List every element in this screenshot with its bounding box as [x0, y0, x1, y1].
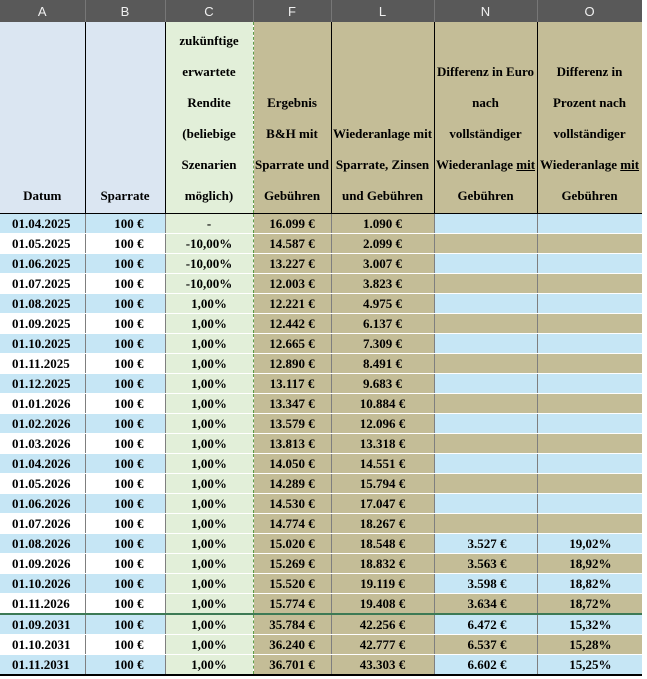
- cell-ergebnis[interactable]: 13.579 €: [253, 414, 331, 434]
- cell-sparrate[interactable]: 100 €: [85, 554, 165, 574]
- cell-wiederanlage[interactable]: 14.551 €: [331, 454, 434, 474]
- header-diff-euro[interactable]: [434, 22, 537, 214]
- table-row: [0, 494, 642, 514]
- cell-diff-pct[interactable]: [537, 514, 642, 534]
- cell-diff-pct[interactable]: 18,72%: [537, 594, 642, 615]
- cell-ergebnis[interactable]: 14.050 €: [253, 454, 331, 474]
- header-sparrate-label: Sparrate: [100, 188, 150, 203]
- cell-diff-euro[interactable]: [434, 494, 537, 514]
- header-diff-euro-suffix: Gebühren: [457, 188, 514, 203]
- cell-rendite[interactable]: 1,00%: [165, 635, 253, 655]
- cell-datum[interactable]: 01.04.2025: [0, 214, 85, 234]
- cell-rendite[interactable]: 1,00%: [165, 614, 253, 635]
- cell-datum[interactable]: 01.05.2026: [0, 474, 85, 494]
- cell-wiederanlage[interactable]: 8.491 €: [331, 354, 434, 374]
- header-diff-pct-label: [538, 56, 642, 213]
- column-header-n[interactable]: N: [434, 0, 537, 22]
- cell-diff-euro[interactable]: [434, 394, 537, 414]
- column-header-a[interactable]: A: [0, 0, 85, 22]
- cell-rendite[interactable]: -10,00%: [165, 234, 253, 254]
- cell-sparrate[interactable]: 100 €: [85, 574, 165, 594]
- table-row: [0, 614, 642, 635]
- cell-sparrate[interactable]: 100 €: [85, 314, 165, 334]
- cell-diff-pct[interactable]: [537, 494, 642, 514]
- cell-ergebnis[interactable]: 12.890 €: [253, 354, 331, 374]
- cell-diff-pct[interactable]: 18,82%: [537, 574, 642, 594]
- cell-diff-euro[interactable]: [434, 454, 537, 474]
- cell-diff-pct[interactable]: 18,92%: [537, 554, 642, 574]
- cell-sparrate[interactable]: 100 €: [85, 594, 165, 615]
- cell-ergebnis[interactable]: 36.701 €: [253, 655, 331, 676]
- header-diff-euro-text: Differenz in Euro nach vollständiger Wiederanlage: [435, 64, 534, 172]
- cell-diff-pct[interactable]: [537, 354, 642, 374]
- cell-diff-euro[interactable]: [434, 514, 537, 534]
- cell-wiederanlage[interactable]: 13.318 €: [331, 434, 434, 454]
- cell-diff-pct[interactable]: 15,28%: [537, 635, 642, 655]
- cell-wiederanlage[interactable]: 19.119 €: [331, 574, 434, 594]
- cell-ergebnis[interactable]: 35.784 €: [253, 614, 331, 635]
- table-row: [0, 414, 642, 434]
- cell-datum[interactable]: 01.07.2026: [0, 514, 85, 534]
- cell-diff-pct[interactable]: [537, 274, 642, 294]
- column-header-c[interactable]: C: [165, 0, 253, 22]
- cell-wiederanlage[interactable]: 18.832 €: [331, 554, 434, 574]
- cell-diff-euro[interactable]: 6.537 €: [434, 635, 537, 655]
- cell-sparrate[interactable]: 100 €: [85, 234, 165, 254]
- cell-diff-pct[interactable]: [537, 414, 642, 434]
- cell-wiederanlage[interactable]: 4.975 €: [331, 294, 434, 314]
- cell-diff-euro[interactable]: [434, 294, 537, 314]
- header-diff-pct[interactable]: [537, 22, 642, 214]
- header-ergebnis[interactable]: [253, 22, 331, 214]
- cell-rendite[interactable]: 1,00%: [165, 414, 253, 434]
- cell-rendite[interactable]: 1,00%: [165, 494, 253, 514]
- cell-rendite[interactable]: 1,00%: [165, 294, 253, 314]
- cell-ergebnis[interactable]: 13.117 €: [253, 374, 331, 394]
- table-row: [0, 514, 642, 534]
- cell-datum[interactable]: 01.12.2025: [0, 374, 85, 394]
- cell-sparrate[interactable]: 100 €: [85, 294, 165, 314]
- cell-wiederanlage[interactable]: 10.884 €: [331, 394, 434, 414]
- cell-rendite[interactable]: 1,00%: [165, 474, 253, 494]
- cell-wiederanlage[interactable]: 42.777 €: [331, 635, 434, 655]
- table-row: [0, 254, 642, 274]
- cell-diff-euro[interactable]: 3.563 €: [434, 554, 537, 574]
- sheet-edge: [642, 0, 647, 679]
- header-diff-pct-mit: mit: [620, 157, 640, 172]
- table-row: [0, 434, 642, 454]
- table-row: [0, 474, 642, 494]
- cell-sparrate[interactable]: 100 €: [85, 474, 165, 494]
- cell-wiederanlage[interactable]: 17.047 €: [331, 494, 434, 514]
- cell-ergebnis[interactable]: 16.099 €: [253, 214, 331, 234]
- cell-wiederanlage[interactable]: 9.683 €: [331, 374, 434, 394]
- cell-diff-euro[interactable]: 3.598 €: [434, 574, 537, 594]
- table-row: [0, 214, 642, 234]
- cell-sparrate[interactable]: 100 €: [85, 334, 165, 354]
- cell-ergebnis[interactable]: 14.289 €: [253, 474, 331, 494]
- cell-sparrate[interactable]: 100 €: [85, 214, 165, 234]
- table-row: [0, 314, 642, 334]
- cell-diff-pct[interactable]: [537, 474, 642, 494]
- cell-datum[interactable]: 01.11.2031: [0, 655, 85, 676]
- cell-rendite[interactable]: 1,00%: [165, 374, 253, 394]
- column-header-row: [0, 0, 642, 22]
- cell-datum[interactable]: 01.06.2025: [0, 254, 85, 274]
- cell-rendite[interactable]: 1,00%: [165, 434, 253, 454]
- cell-diff-pct[interactable]: [537, 294, 642, 314]
- cell-sparrate[interactable]: 100 €: [85, 614, 165, 635]
- cell-sparrate[interactable]: 100 €: [85, 274, 165, 294]
- cell-diff-euro[interactable]: [434, 414, 537, 434]
- cell-diff-euro[interactable]: 6.472 €: [434, 614, 537, 635]
- cell-diff-pct[interactable]: 15,32%: [537, 614, 642, 635]
- cell-ergebnis[interactable]: 13.347 €: [253, 394, 331, 414]
- cell-diff-euro[interactable]: [434, 334, 537, 354]
- table-row: [0, 394, 642, 414]
- cell-diff-euro[interactable]: 3.634 €: [434, 594, 537, 615]
- header-ergebnis-label: Ergebnis B&H mit Sparrate und Gebühren: [254, 95, 330, 203]
- cell-rendite[interactable]: -: [165, 214, 253, 234]
- cell-diff-euro[interactable]: [434, 354, 537, 374]
- cell-diff-euro[interactable]: [434, 274, 537, 294]
- cell-sparrate[interactable]: 100 €: [85, 494, 165, 514]
- table-row: [0, 554, 642, 574]
- table-row: [0, 635, 642, 655]
- cell-wiederanlage[interactable]: 1.090 €: [331, 214, 434, 234]
- header-diff-pct-suffix: Gebühren: [561, 188, 618, 203]
- header-wiederanlage[interactable]: [331, 22, 434, 214]
- cell-ergebnis[interactable]: 13.227 €: [253, 254, 331, 274]
- cell-sparrate[interactable]: 100 €: [85, 454, 165, 474]
- cell-diff-pct[interactable]: [537, 434, 642, 454]
- cell-ergebnis[interactable]: 12.221 €: [253, 294, 331, 314]
- cell-rendite[interactable]: 1,00%: [165, 655, 253, 676]
- cell-ergebnis[interactable]: 12.665 €: [253, 334, 331, 354]
- table-row: [0, 454, 642, 474]
- cell-diff-pct[interactable]: [537, 254, 642, 274]
- cell-datum[interactable]: 01.11.2025: [0, 354, 85, 374]
- cell-wiederanlage[interactable]: 12.096 €: [331, 414, 434, 434]
- cell-ergebnis[interactable]: 15.774 €: [253, 594, 331, 615]
- cell-datum[interactable]: 01.10.2025: [0, 334, 85, 354]
- table-row: [0, 574, 642, 594]
- cell-sparrate[interactable]: 100 €: [85, 254, 165, 274]
- column-header-o[interactable]: O: [537, 0, 642, 22]
- cell-diff-pct[interactable]: 19,02%: [537, 534, 642, 554]
- cell-datum[interactable]: 01.09.2025: [0, 314, 85, 334]
- table-row: [0, 294, 642, 314]
- cell-rendite[interactable]: 1,00%: [165, 534, 253, 554]
- cell-sparrate[interactable]: 100 €: [85, 354, 165, 374]
- cell-diff-pct[interactable]: [537, 214, 642, 234]
- cell-ergebnis[interactable]: 12.442 €: [253, 314, 331, 334]
- cell-rendite[interactable]: 1,00%: [165, 394, 253, 414]
- cell-ergebnis[interactable]: 15.520 €: [253, 574, 331, 594]
- cell-wiederanlage[interactable]: 42.256 €: [331, 614, 434, 635]
- cell-diff-pct[interactable]: [537, 334, 642, 354]
- column-header-l[interactable]: L: [331, 0, 434, 22]
- column-header-f[interactable]: F: [253, 0, 331, 22]
- column-header-b[interactable]: B: [85, 0, 165, 22]
- cell-wiederanlage[interactable]: 2.099 €: [331, 234, 434, 254]
- cell-datum[interactable]: 01.10.2026: [0, 574, 85, 594]
- cell-datum[interactable]: 01.10.2031: [0, 635, 85, 655]
- header-wiederanlage-label: Wiederanlage mit Sparrate, Zinsen und Gebühren: [332, 126, 433, 203]
- cell-wiederanlage[interactable]: 6.137 €: [331, 314, 434, 334]
- cell-datum[interactable]: 01.04.2026: [0, 454, 85, 474]
- table-row: [0, 534, 642, 554]
- cell-rendite[interactable]: 1,00%: [165, 454, 253, 474]
- cell-sparrate[interactable]: 100 €: [85, 414, 165, 434]
- cell-sparrate[interactable]: 100 €: [85, 514, 165, 534]
- cell-diff-euro[interactable]: [434, 254, 537, 274]
- cell-diff-pct[interactable]: [537, 374, 642, 394]
- cell-diff-euro[interactable]: [434, 234, 537, 254]
- cell-ergebnis[interactable]: 36.240 €: [253, 635, 331, 655]
- cell-sparrate[interactable]: 100 €: [85, 394, 165, 414]
- cell-wiederanlage[interactable]: 7.309 €: [331, 334, 434, 354]
- table-row: [0, 354, 642, 374]
- header-diff-euro-label: [435, 56, 537, 213]
- cell-diff-euro[interactable]: 6.602 €: [434, 655, 537, 676]
- cell-wiederanlage[interactable]: 43.303 €: [331, 655, 434, 676]
- cell-sparrate[interactable]: 100 €: [85, 635, 165, 655]
- cell-diff-pct[interactable]: [537, 394, 642, 414]
- cell-ergebnis[interactable]: 13.813 €: [253, 434, 331, 454]
- cell-wiederanlage[interactable]: 18.548 €: [331, 534, 434, 554]
- header-rendite-label: zukünftige erwartete Rendite (beliebige Szenarien möglich): [179, 33, 239, 203]
- cell-sparrate[interactable]: 100 €: [85, 655, 165, 676]
- cell-rendite[interactable]: 1,00%: [165, 574, 253, 594]
- cell-diff-euro[interactable]: [434, 434, 537, 454]
- cell-sparrate[interactable]: 100 €: [85, 534, 165, 554]
- cell-ergebnis[interactable]: 14.587 €: [253, 234, 331, 254]
- cell-rendite[interactable]: 1,00%: [165, 314, 253, 334]
- cell-datum[interactable]: 01.08.2026: [0, 534, 85, 554]
- header-datum-label: Datum: [23, 188, 62, 203]
- cell-diff-pct[interactable]: [537, 454, 642, 474]
- cell-ergebnis[interactable]: 14.774 €: [253, 514, 331, 534]
- cell-wiederanlage[interactable]: 18.267 €: [331, 514, 434, 534]
- cell-diff-euro[interactable]: [434, 314, 537, 334]
- table-header-row: [0, 22, 642, 214]
- table-row: [0, 234, 642, 254]
- cell-wiederanlage[interactable]: 19.408 €: [331, 594, 434, 615]
- cell-datum[interactable]: 01.07.2025: [0, 274, 85, 294]
- cell-datum[interactable]: 01.08.2025: [0, 294, 85, 314]
- cell-datum[interactable]: 01.01.2026: [0, 394, 85, 414]
- cell-wiederanlage[interactable]: 3.823 €: [331, 274, 434, 294]
- cell-diff-pct[interactable]: [537, 314, 642, 334]
- cell-rendite[interactable]: 1,00%: [165, 594, 253, 615]
- cell-wiederanlage[interactable]: 3.007 €: [331, 254, 434, 274]
- cell-ergebnis[interactable]: 15.020 €: [253, 534, 331, 554]
- cell-sparrate[interactable]: 100 €: [85, 434, 165, 454]
- cell-rendite[interactable]: 1,00%: [165, 554, 253, 574]
- header-diff-pct-text: Differenz in Prozent nach vollständiger Wiederanlage: [539, 64, 627, 172]
- table-row: [0, 374, 642, 394]
- cell-diff-euro[interactable]: [434, 214, 537, 234]
- cell-ergebnis[interactable]: 12.003 €: [253, 274, 331, 294]
- cell-sparrate[interactable]: 100 €: [85, 374, 165, 394]
- cell-rendite[interactable]: 1,00%: [165, 354, 253, 374]
- cell-datum[interactable]: 01.03.2026: [0, 434, 85, 454]
- cell-datum[interactable]: 01.09.2031: [0, 614, 85, 635]
- table-row: [0, 334, 642, 354]
- cell-datum[interactable]: 01.05.2025: [0, 234, 85, 254]
- cell-diff-euro[interactable]: 3.527 €: [434, 534, 537, 554]
- cell-ergebnis[interactable]: 15.269 €: [253, 554, 331, 574]
- cell-diff-euro[interactable]: [434, 374, 537, 394]
- table-row: [0, 655, 642, 676]
- cell-datum[interactable]: 01.11.2026: [0, 594, 85, 615]
- header-diff-euro-mit: mit: [516, 157, 536, 172]
- cell-datum[interactable]: 01.09.2026: [0, 554, 85, 574]
- cell-diff-pct[interactable]: [537, 234, 642, 254]
- cell-rendite[interactable]: -10,00%: [165, 254, 253, 274]
- cell-datum[interactable]: 01.02.2026: [0, 414, 85, 434]
- cell-wiederanlage[interactable]: 15.794 €: [331, 474, 434, 494]
- table-row: [0, 274, 642, 294]
- header-sparrate[interactable]: [85, 22, 165, 214]
- header-rendite[interactable]: [165, 22, 253, 214]
- cell-datum[interactable]: 01.06.2026: [0, 494, 85, 514]
- table-row: [0, 594, 642, 615]
- cell-rendite[interactable]: 1,00%: [165, 514, 253, 534]
- cell-rendite[interactable]: -10,00%: [165, 274, 253, 294]
- cell-diff-euro[interactable]: [434, 474, 537, 494]
- header-datum[interactable]: [0, 22, 85, 214]
- cell-rendite[interactable]: 1,00%: [165, 334, 253, 354]
- cell-ergebnis[interactable]: 14.530 €: [253, 494, 331, 514]
- cell-diff-pct[interactable]: 15,25%: [537, 655, 642, 676]
